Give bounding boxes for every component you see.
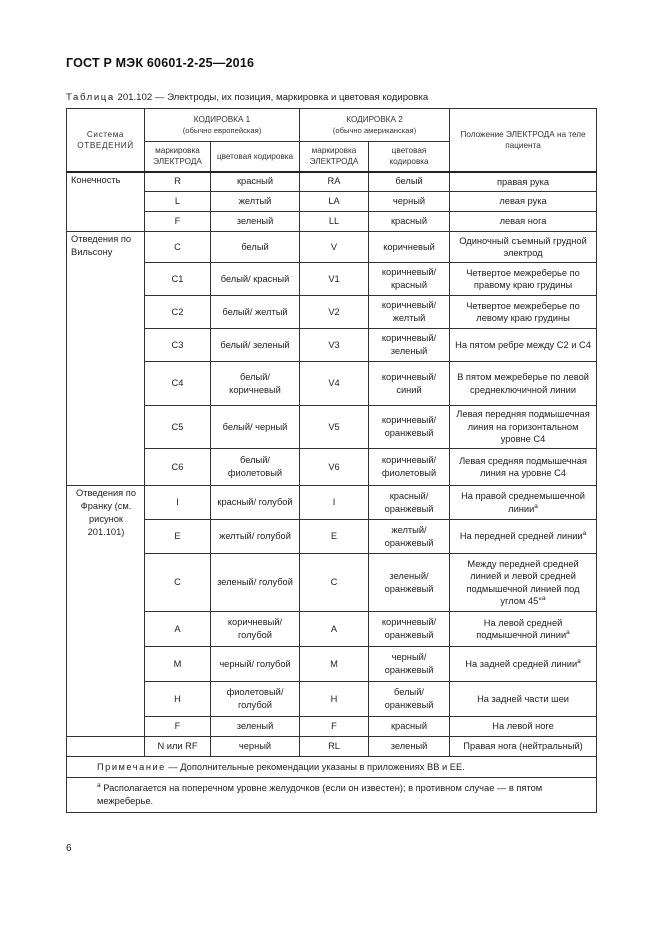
position: правая рука [450, 172, 597, 192]
color-1: белый/ зеленый [211, 329, 300, 362]
marking-2: I [300, 486, 369, 520]
header-system: Система ОТВЕДЕНИЙ [67, 109, 145, 172]
position: В пятом межреберье по левой среднеключичной линии [450, 362, 597, 406]
marking-1: C1 [145, 263, 211, 296]
header-coding-1-sub: (обычно европейская) [182, 126, 262, 135]
table-row [67, 212, 597, 232]
marking-1: C [145, 232, 211, 263]
marking-1: E [145, 520, 211, 554]
position [450, 612, 597, 647]
marking-2: V3 [300, 329, 369, 362]
color-1: зеленый [211, 212, 300, 232]
marking-1: C5 [145, 406, 211, 449]
position: Левая средняя подмышечная линия на уровне C4 [450, 449, 597, 486]
table-row [67, 486, 597, 520]
color-1: зеленый/ голубой [211, 554, 300, 612]
position: левая рука [450, 192, 597, 212]
marking-1: C [145, 554, 211, 612]
table-row [67, 449, 597, 486]
marking-2: A [300, 612, 369, 647]
marking-1: N или RF [145, 737, 211, 757]
color-1: зеленый [211, 717, 300, 737]
marking-1: A [145, 612, 211, 647]
color-1: желтый [211, 192, 300, 212]
position [450, 486, 597, 520]
marking-2: H [300, 682, 369, 717]
marking-1: I [145, 486, 211, 520]
color-2: коричневый/ синий [369, 362, 450, 406]
color-2: коричневый/ фиолетовый [369, 449, 450, 486]
marking-1: R [145, 172, 211, 192]
color-2: коричневый/ желтый [369, 296, 450, 329]
color-2: коричневый/ зеленый [369, 329, 450, 362]
position [450, 520, 597, 554]
page-number: 6 [66, 843, 72, 854]
table-note [67, 757, 597, 778]
position-text: На правой среднемышечной линии [461, 491, 585, 514]
color-2: коричневый/ красный [369, 263, 450, 296]
table-row [67, 362, 597, 406]
color-1: белый [211, 232, 300, 263]
header-coding-2-sub: (обычно американская) [332, 126, 417, 135]
position [450, 647, 597, 682]
marking-2: V5 [300, 406, 369, 449]
table-row [67, 682, 597, 717]
position-text: На передней средней линии [459, 531, 583, 542]
marking-2: E [300, 520, 369, 554]
header-color-2: цветовая кодировка [369, 142, 450, 172]
table-caption [66, 92, 428, 103]
table-row [67, 737, 597, 757]
group-frank: Отведения по Франку (см. рисунок 201.101) [67, 486, 145, 737]
color-1: белый/ коричневый [211, 362, 300, 406]
table-row [67, 329, 597, 362]
color-2: черный [369, 192, 450, 212]
color-2: коричневый/ оранжевый [369, 406, 450, 449]
table-row [67, 172, 597, 192]
document-header: ГОСТ Р МЭК 60601-2-25—2016 [66, 56, 255, 70]
color-1: белый/ красный [211, 263, 300, 296]
group-empty [67, 737, 145, 757]
footnote-ref: a [582, 530, 587, 538]
table-caption-text: 201.102 — Электроды, их позиция, маркировка и цветовая кодировка [117, 92, 429, 103]
color-2: коричневый [369, 232, 450, 263]
position: Четвертое межреберье по левому краю грудины [450, 296, 597, 329]
marking-2: M [300, 647, 369, 682]
header-color-1: цветовая кодировка [211, 142, 300, 172]
marking-1: L [145, 192, 211, 212]
color-2: белый/ оранжевый [369, 682, 450, 717]
marking-1: C4 [145, 362, 211, 406]
marking-2: V4 [300, 362, 369, 406]
color-1: белый/ желтый [211, 296, 300, 329]
position-text: Между передней средней линией и левой средней подмышечной линией под углом 45° [466, 558, 580, 606]
marking-2: LA [300, 192, 369, 212]
marking-2: V1 [300, 263, 369, 296]
marking-1: H [145, 682, 211, 717]
color-1: коричневый/ голубой [211, 612, 300, 647]
table-footnote-row [67, 778, 597, 813]
color-1: красный/ голубой [211, 486, 300, 520]
table-row [67, 263, 597, 296]
color-1: фиолетовый/ голубой [211, 682, 300, 717]
header-coding-2 [300, 109, 450, 142]
group-wilson: Отведения по Вильсону [67, 232, 145, 486]
electrode-table [66, 108, 597, 813]
position: Четвертое межреберье по правому краю грудины [450, 263, 597, 296]
marking-2: F [300, 717, 369, 737]
table-row [67, 232, 597, 263]
marking-1: C3 [145, 329, 211, 362]
color-2: коричневый/ оранжевый [369, 612, 450, 647]
color-2: белый [369, 172, 450, 192]
table-row [67, 647, 597, 682]
marking-2: V2 [300, 296, 369, 329]
color-2: красный [369, 717, 450, 737]
color-2: зеленый/ оранжевый [369, 554, 450, 612]
marking-2: RL [300, 737, 369, 757]
marking-2: V6 [300, 449, 369, 486]
color-1: белый/ черный [211, 406, 300, 449]
group-limbs: Конечность [67, 172, 145, 232]
table-row [67, 406, 597, 449]
marking-1: M [145, 647, 211, 682]
position: Правая нога (нейтральный) [450, 737, 597, 757]
footnote-ref: a [542, 594, 546, 602]
color-1: белый/ фиолетовый [211, 449, 300, 486]
table-row [67, 554, 597, 612]
position: На пятом ребре между C2 и C4 [450, 329, 597, 362]
position: Левая передняя подмышечная линия на горизонтальном уровне C4 [450, 406, 597, 449]
marking-1: C2 [145, 296, 211, 329]
table-row [67, 192, 597, 212]
position: Одиночный съемный грудной электрод [450, 232, 597, 263]
header-position: Положение ЭЛЕКТРОДА на теле пациента [450, 109, 597, 172]
position [450, 554, 597, 612]
color-2: желтый/ оранжевый [369, 520, 450, 554]
footnote-text: Располагается на поперечном уровне желудочков (если он известен); в противном случае — в пятом межреберье. [97, 783, 543, 806]
note-label: Примечание [97, 761, 166, 772]
position: левая нога [450, 212, 597, 232]
table-caption-label: Таблица [66, 92, 115, 103]
marking-2: C [300, 554, 369, 612]
marking-2: RA [300, 172, 369, 192]
color-1: красный [211, 172, 300, 192]
table-row [67, 612, 597, 647]
marking-2: LL [300, 212, 369, 232]
color-2: зеленый [369, 737, 450, 757]
table-row [67, 520, 597, 554]
marking-1: F [145, 717, 211, 737]
header-coding-2-title: КОДИРОВКА 2 [346, 115, 403, 124]
note-text: — Дополнительные рекомендации указаны в приложениях ВВ и ЕЕ. [165, 761, 465, 772]
header-marking-2: маркировка ЭЛЕКТРОДА [300, 142, 369, 172]
marking-1: C6 [145, 449, 211, 486]
color-1: черный [211, 737, 300, 757]
table-footnote [67, 778, 597, 813]
footnote-ref: a [566, 628, 570, 636]
color-1: желтый/ голубой [211, 520, 300, 554]
header-marking-1: маркировка ЭЛЕКТРОДА [145, 142, 211, 172]
position-text: На задней средней линии [465, 658, 578, 669]
table-row [67, 717, 597, 737]
position-text: На левой средней подмышечной линии [476, 617, 567, 640]
footnote-mark: a [97, 781, 101, 789]
color-2: красный [369, 212, 450, 232]
header-coding-1-title: КОДИРОВКА 1 [193, 115, 251, 124]
marking-1: F [145, 212, 211, 232]
table-row [67, 296, 597, 329]
footnote-ref: a [534, 502, 538, 510]
footnote-ref: a [577, 657, 581, 665]
header-coding-1 [145, 109, 300, 142]
color-2: черный/ оранжевый [369, 647, 450, 682]
position: На левой ноге [450, 717, 597, 737]
color-2: красный/ оранжевый [369, 486, 450, 520]
table-note-row [67, 757, 597, 778]
marking-2: V [300, 232, 369, 263]
position: На задней части шеи [450, 682, 597, 717]
color-1: черный/ голубой [211, 647, 300, 682]
